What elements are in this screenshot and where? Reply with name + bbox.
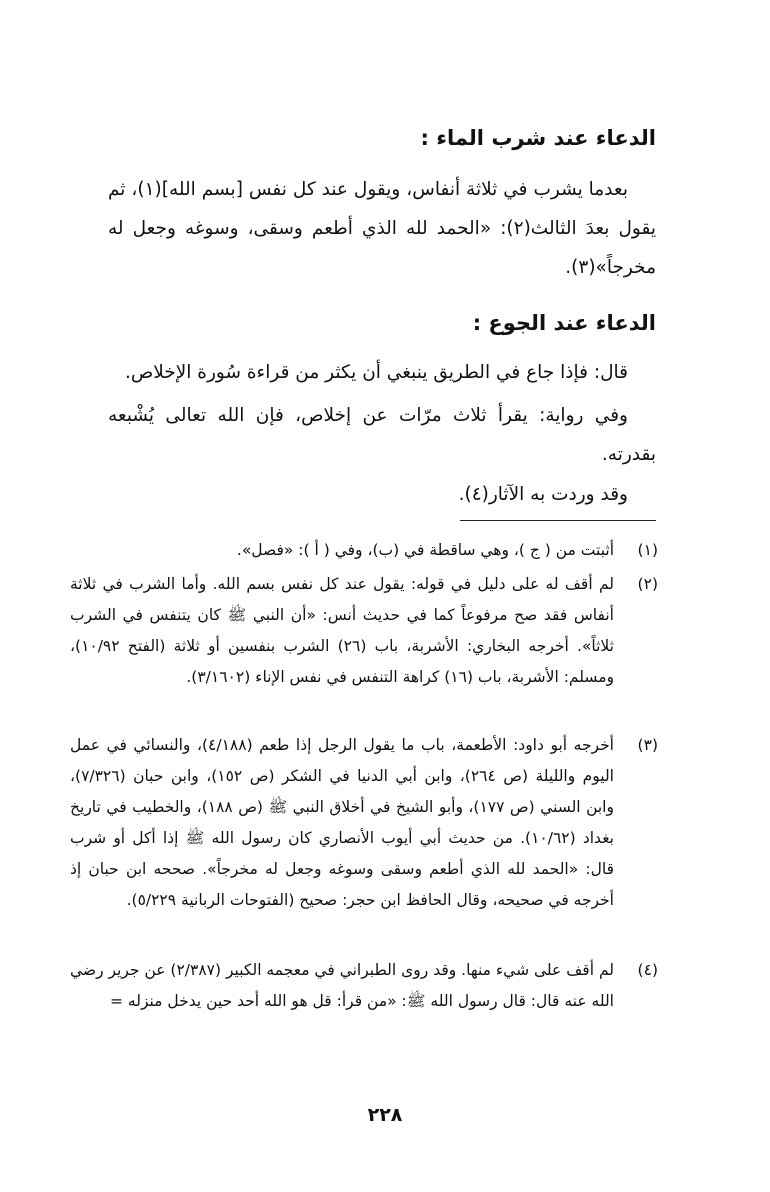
footnote-number: (٢) <box>637 575 658 593</box>
paragraph-hunger-2: وفي رواية: يقرأ ثلاث مرّات عن إخلاص، فإن الله تعالى يُشْبعه بقدرته. <box>108 405 656 465</box>
footnote-number: (٤) <box>637 961 658 979</box>
footnote-number: (١) <box>637 541 658 559</box>
footnote-2 <box>70 569 658 693</box>
footnote-text: لم أقف له على دليل في قوله: يقول عند كل نفس بسم الله. وأما الشرب في ثلاثة أنفاس فقد صح مرفوعاً كما في حديث أنس: «أن النبي ﷺ كان يتنفس في الشرب ثلاثاً». أخرجه البخاري: الأشربة، باب (٢٦) الشرب بنفسين أو ثلاثة (الفتح ١٠/٩٢)، ومسلم: الأشربة، باب (١٦) كراهة التنفس في نفس الإناء (٣/١٦٠٢). <box>70 575 614 686</box>
footnote-number: (٣) <box>637 736 658 754</box>
footnote-4 <box>70 955 658 1017</box>
heading-drinking-water: الدعاء عند شرب الماء : <box>420 126 656 150</box>
footnote-text: أخرجه أبو داود: الأطعمة، باب ما يقول الرجل إذا طعم (٤/١٨٨)، والنسائي في عمل اليوم والليلة (ص ٢٦٤)، وابن أبي الدنيا في الشكر (ص ١٥٢)، وابن حبان (٧/٣٢٦)، وابن السني (ص ١٧٧)، وأبو الشيخ في أخلاق النبي ﷺ (ص ١٨٨)، والخطيب في تاريخ بغداد (١٠/٦٢). من حديث أبي أيوب الأنصاري كان رسول الله ﷺ إذا أكل أو شرب قال: «الحمد لله الذي أطعم وسقى وسوغه وجعل له مخرجاً». صححه ابن حبان إذ أخرجه في صحيحه، وقال الحافظ ابن حجر: صحيح (الفتوحات الربانية ٥/٢٢٩). <box>70 736 614 909</box>
footnote-text: لم أقف على شيء منها. وقد روى الطبراني في معجمه الكبير (٢/٣٨٧) عن جرير رضي الله عنه قال: قال رسول الله ﷺ: «من قرأ: قل هو الله أحد حين يدخل منزله = <box>70 961 614 1010</box>
heading-hunger: الدعاء عند الجوع : <box>472 311 656 335</box>
footnote-separator <box>460 520 656 521</box>
paragraph-drinking-water: بعدما يشرب في ثلاثة أنفاس، ويقول عند كل نفس [بسم الله](١)، ثم يقول بعدَ الثالث(٢): «الحمد لله الذي أطعم وسقى، وسوغه وجعل له مخرجاً»(٣). <box>108 179 656 278</box>
footnote-1 <box>70 535 658 566</box>
paragraph-hunger-1: قال: فإذا جاع في الطريق ينبغي أن يكثر من قراءة سُورة الإخلاص. <box>124 362 628 383</box>
paragraph-hunger-3: وقد وردت به الآثار(٤). <box>458 484 628 505</box>
footnote-text: أثبتت من ( ج )، وهي ساقطة في (ب)، وفي ( أ ): «فصل». <box>236 541 614 559</box>
footnote-3 <box>70 730 658 916</box>
page-number: ٢٢٨ <box>367 1104 403 1126</box>
